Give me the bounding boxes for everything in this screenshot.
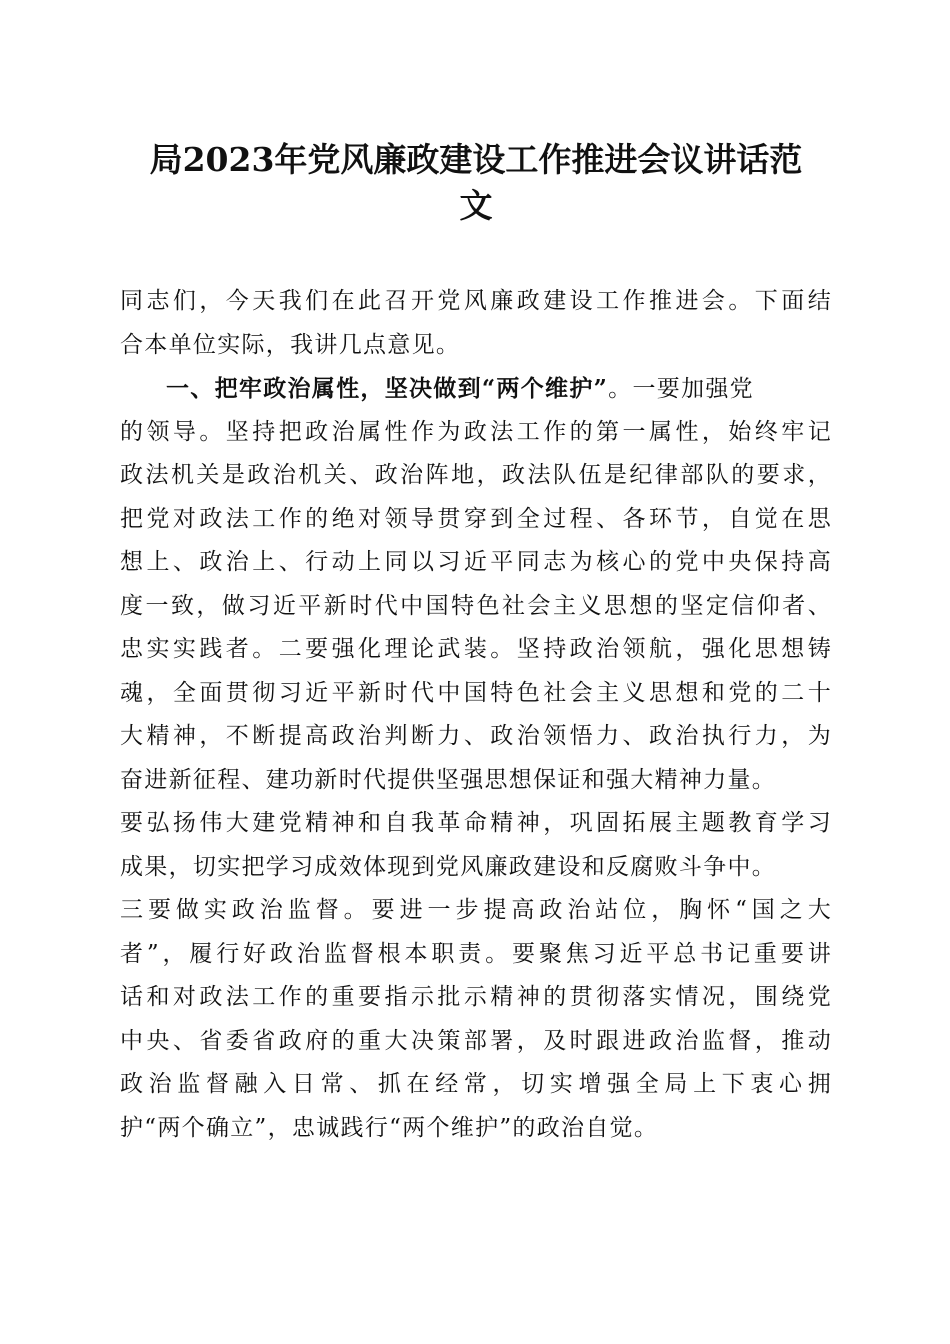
body-line: 三要做实政治监督。要进一步提高政治站位，胸怀“国之大 (120, 897, 832, 923)
body-line: 护“两个确立”，忠诚践行“两个维护”的政治自觉。 (120, 1114, 659, 1141)
body-line: 话和对政法工作的重要指示批示精神的贯彻落实情况，围绕党 (120, 984, 832, 1010)
section-1-line-tail: 。一要加强党 (608, 376, 754, 402)
section-1-first-line (120, 367, 832, 411)
body-line: 想上、政治上、行动上同以习近平同志为核心的党中央保持高 (120, 549, 832, 575)
document-body (120, 280, 832, 1150)
body-line: 成果，切实把学习成效体现到党风廉政建设和反腐败斗争中。 (120, 853, 777, 880)
body-line: 合本单位实际，我讲几点意见。 (120, 331, 461, 358)
body-line: 中央、省委省政府的重大决策部署，及时跟进政治监督，推动 (120, 1027, 832, 1054)
body-line: 大精神，不断提高政治判断力、政治领悟力、政治执行力，为 (120, 723, 832, 749)
body-line: 魂，全面贯彻习近平新时代中国特色社会主义思想和党的二十 (120, 679, 832, 706)
body-line: 把党对政法工作的绝对领导贯穿到全过程、各环节，自觉在思 (120, 505, 832, 532)
body-line: 忠实实践者。二要强化理论武装。坚持政治领航，强化思想铸 (120, 636, 832, 662)
document-title (120, 137, 832, 229)
body-line: 同志们，今天我们在此召开党风廉政建设工作推进会。下面结 (120, 288, 832, 314)
body-line: 的领导。坚持把政治属性作为政法工作的第一属性，始终牢记 (120, 418, 832, 445)
body-line: 政法机关是政治机关、政治阵地，政法队伍是纪律部队的要求， (120, 462, 832, 488)
title-line-1: 局2023年党风廉政建设工作推进会议讲话范 (149, 140, 803, 179)
title-line-2: 文 (459, 186, 493, 225)
body-line: 奋进新征程、建功新时代提供坚强思想保证和强大精神力量。 (120, 766, 777, 793)
body-line: 者”，履行好政治监督根本职责。要聚焦习近平总书记重要讲 (120, 940, 832, 967)
section-1-heading: 一、把牢政治属性，坚决做到“两个维护” (166, 375, 609, 402)
body-line: 度一致，做习近平新时代中国特色社会主义思想的坚定信仰者、 (120, 592, 832, 619)
body-line: 政治监督融入日常、抓在经常，切实增强全局上下衷心拥 (120, 1071, 832, 1097)
body-line: 要弘扬伟大建党精神和自我革命精神，巩固拓展主题教育学习 (120, 810, 832, 836)
